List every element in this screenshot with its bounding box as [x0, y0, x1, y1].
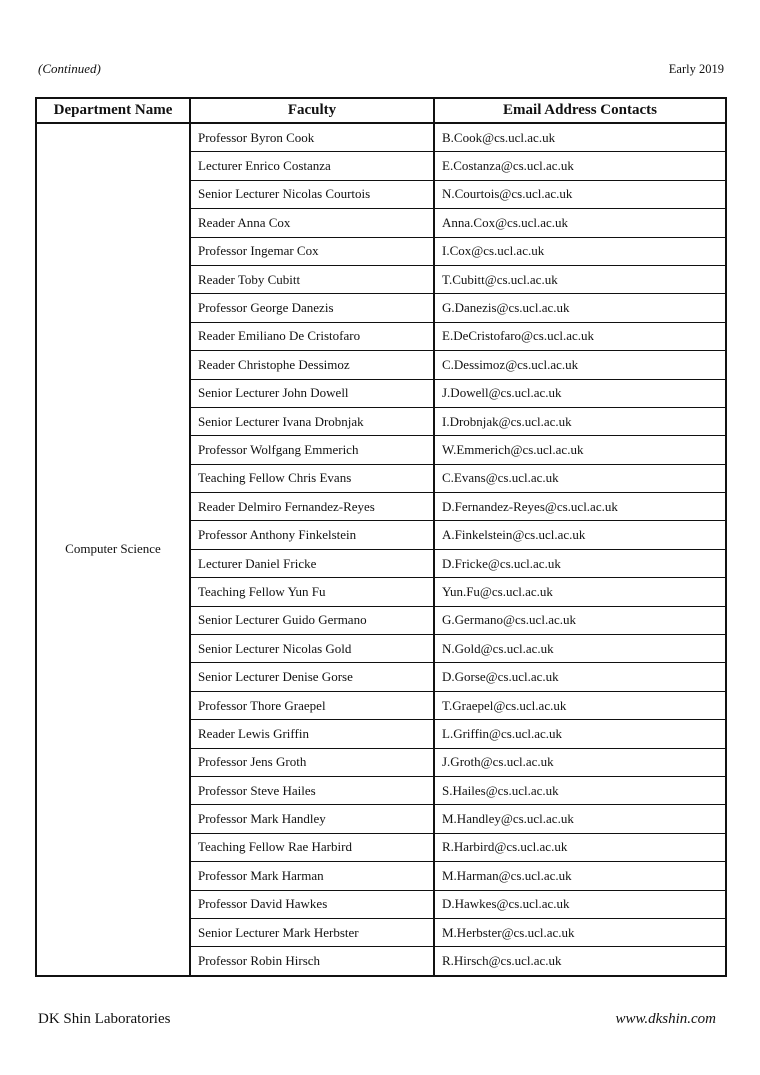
email-cell: E.Costanza@cs.ucl.ac.uk [434, 152, 726, 180]
email-cell: D.Fernandez-Reyes@cs.ucl.ac.uk [434, 493, 726, 521]
faculty-name-cell: Senior Lecturer Mark Herbster [190, 918, 434, 946]
department-cell: Computer Science [36, 123, 190, 976]
email-cell: D.Gorse@cs.ucl.ac.uk [434, 663, 726, 691]
continued-label: (Continued) [38, 61, 101, 76]
email-cell: D.Hawkes@cs.ucl.ac.uk [434, 890, 726, 918]
email-cell: T.Cubitt@cs.ucl.ac.uk [434, 265, 726, 293]
faculty-name-cell: Senior Lecturer John Dowell [190, 379, 434, 407]
email-cell: C.Evans@cs.ucl.ac.uk [434, 464, 726, 492]
footer-website: www.dkshin.com [615, 1011, 716, 1027]
faculty-name-cell: Professor Ingemar Cox [190, 237, 434, 265]
faculty-name-cell: Senior Lecturer Denise Gorse [190, 663, 434, 691]
faculty-name-cell: Reader Emiliano De Cristofaro [190, 322, 434, 350]
table-row [36, 123, 726, 152]
faculty-name-cell: Professor Anthony Finkelstein [190, 521, 434, 549]
date-label: Early 2019 [668, 62, 724, 76]
faculty-name-cell: Senior Lecturer Ivana Drobnjak [190, 407, 434, 435]
email-cell: Yun.Fu@cs.ucl.ac.uk [434, 578, 726, 606]
email-cell: W.Emmerich@cs.ucl.ac.uk [434, 436, 726, 464]
faculty-name-cell: Professor George Danezis [190, 294, 434, 322]
email-cell: N.Gold@cs.ucl.ac.uk [434, 635, 726, 663]
table-header-row [36, 98, 726, 123]
column-header-department: Department Name [36, 98, 190, 123]
email-cell: T.Graepel@cs.ucl.ac.uk [434, 691, 726, 719]
faculty-name-cell: Professor Robin Hirsch [190, 947, 434, 976]
column-header-faculty: Faculty [190, 98, 434, 123]
email-cell: I.Cox@cs.ucl.ac.uk [434, 237, 726, 265]
email-cell: S.Hailes@cs.ucl.ac.uk [434, 776, 726, 804]
faculty-name-cell: Teaching Fellow Yun Fu [190, 578, 434, 606]
faculty-name-cell: Professor Thore Graepel [190, 691, 434, 719]
email-cell: M.Handley@cs.ucl.ac.uk [434, 805, 726, 833]
email-cell: I.Drobnjak@cs.ucl.ac.uk [434, 407, 726, 435]
email-cell: C.Dessimoz@cs.ucl.ac.uk [434, 351, 726, 379]
faculty-name-cell: Reader Lewis Griffin [190, 720, 434, 748]
email-cell: N.Courtois@cs.ucl.ac.uk [434, 180, 726, 208]
faculty-name-cell: Professor Wolfgang Emmerich [190, 436, 434, 464]
email-cell: B.Cook@cs.ucl.ac.uk [434, 123, 726, 152]
faculty-name-cell: Senior Lecturer Nicolas Courtois [190, 180, 434, 208]
faculty-name-cell: Senior Lecturer Guido Germano [190, 606, 434, 634]
email-cell: A.Finkelstein@cs.ucl.ac.uk [434, 521, 726, 549]
faculty-name-cell: Reader Anna Cox [190, 209, 434, 237]
faculty-name-cell: Teaching Fellow Chris Evans [190, 464, 434, 492]
faculty-name-cell: Professor Steve Hailes [190, 776, 434, 804]
faculty-name-cell: Professor Byron Cook [190, 123, 434, 152]
faculty-name-cell: Lecturer Enrico Costanza [190, 152, 434, 180]
faculty-name-cell: Reader Christophe Dessimoz [190, 351, 434, 379]
faculty-name-cell: Lecturer Daniel Fricke [190, 549, 434, 577]
email-cell: D.Fricke@cs.ucl.ac.uk [434, 549, 726, 577]
email-cell: R.Harbird@cs.ucl.ac.uk [434, 833, 726, 861]
email-cell: M.Harman@cs.ucl.ac.uk [434, 862, 726, 890]
faculty-name-cell: Professor Jens Groth [190, 748, 434, 776]
table-body [36, 123, 726, 976]
footer-lab-name: DK Shin Laboratories [38, 1011, 171, 1027]
faculty-name-cell: Reader Delmiro Fernandez-Reyes [190, 493, 434, 521]
column-header-email: Email Address Contacts [434, 98, 726, 123]
faculty-name-cell: Senior Lecturer Nicolas Gold [190, 635, 434, 663]
faculty-table [35, 97, 727, 977]
email-cell: G.Danezis@cs.ucl.ac.uk [434, 294, 726, 322]
email-cell: E.DeCristofaro@cs.ucl.ac.uk [434, 322, 726, 350]
faculty-name-cell: Professor Mark Harman [190, 862, 434, 890]
email-cell: J.Groth@cs.ucl.ac.uk [434, 748, 726, 776]
faculty-name-cell: Professor Mark Handley [190, 805, 434, 833]
email-cell: L.Griffin@cs.ucl.ac.uk [434, 720, 726, 748]
email-cell: Anna.Cox@cs.ucl.ac.uk [434, 209, 726, 237]
email-cell: R.Hirsch@cs.ucl.ac.uk [434, 947, 726, 976]
faculty-name-cell: Teaching Fellow Rae Harbird [190, 833, 434, 861]
email-cell: M.Herbster@cs.ucl.ac.uk [434, 918, 726, 946]
faculty-name-cell: Reader Toby Cubitt [190, 265, 434, 293]
email-cell: G.Germano@cs.ucl.ac.uk [434, 606, 726, 634]
email-cell: J.Dowell@cs.ucl.ac.uk [434, 379, 726, 407]
faculty-name-cell: Professor David Hawkes [190, 890, 434, 918]
